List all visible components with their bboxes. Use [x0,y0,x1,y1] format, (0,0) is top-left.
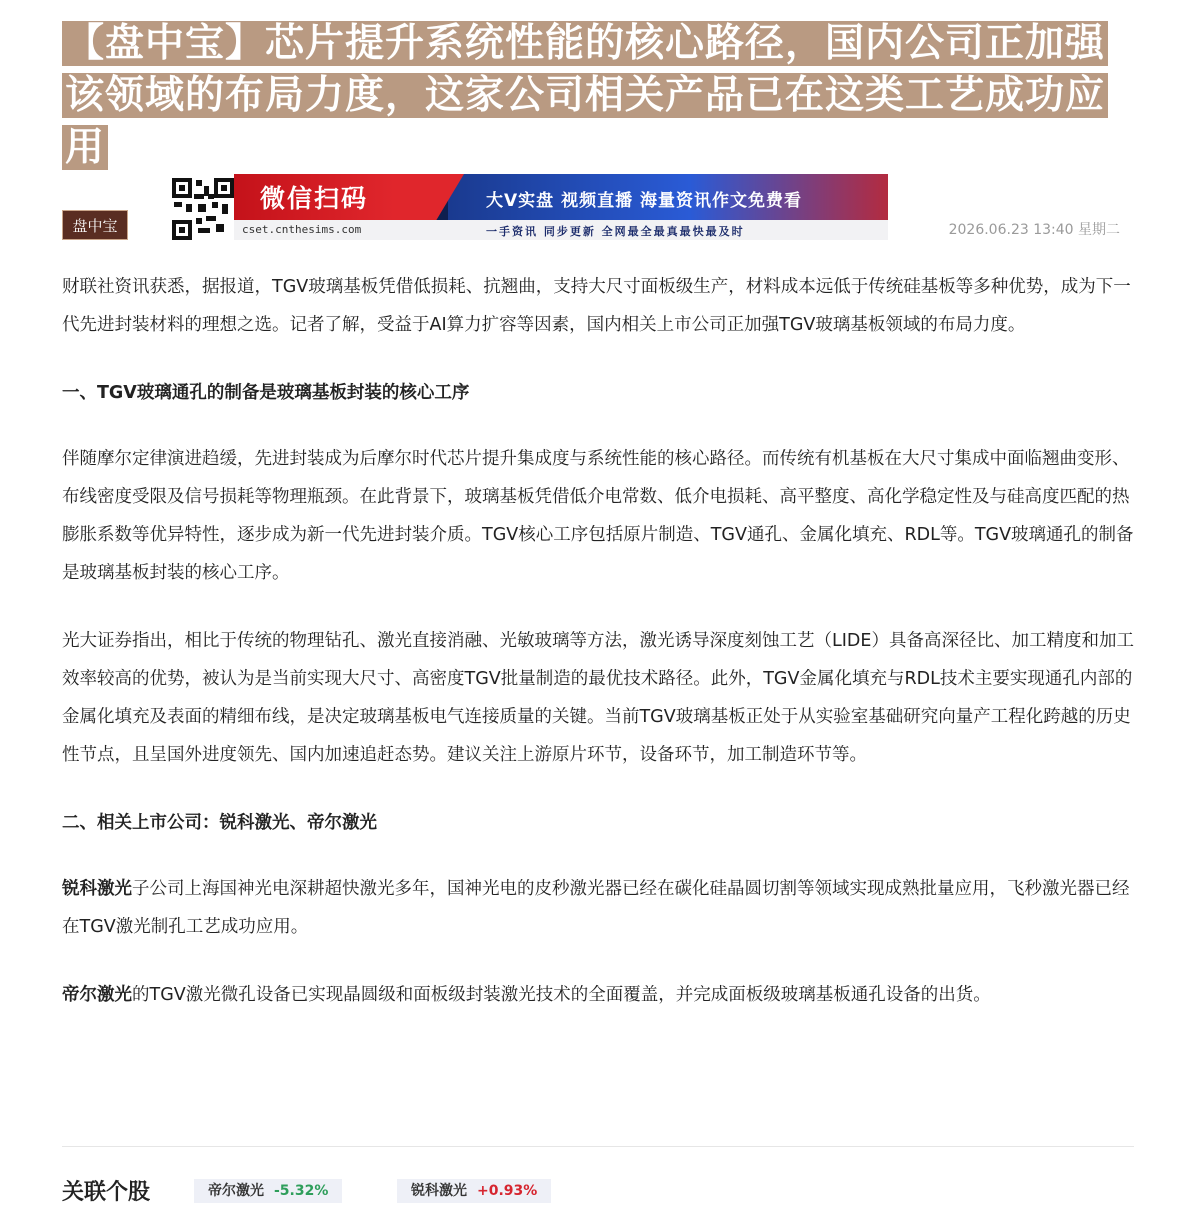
company-2-paragraph [62,976,1134,1014]
title-line-3: 用 [62,122,1134,174]
title-line-2: 该领域的布局力度，这家公司相关产品已在这类工艺成功应 [62,70,1134,122]
company-2-text: 的TGV激光微孔设备已实现晶圆级和面板级封装激光技术的全面覆盖，并完成面板级玻璃基板通孔设备的出货。 [132,985,991,1005]
stock-name: 锐科激光 [411,1183,467,1199]
banner-qr-label: 微信扫码 [260,184,369,213]
stock-tag-ruike[interactable] [397,1179,551,1203]
banner-url: cset.cnthesims.com [242,223,362,236]
source-badge[interactable]: 盘中宝 [62,210,128,240]
stock-change: -5.32% [274,1183,329,1199]
section-divider [62,1146,1134,1147]
title-line-1: 【盘中宝】芯片提升系统性能的核心路径，国内公司正加强 [62,18,1134,70]
section-1-paragraph-2: 光大证券指出，相比于传统的物理钻孔、激光直接消融、光敏玻璃等方法，激光诱导深度刻蚀工艺（LIDE）具备高深径比、加工精度和加工效率较高的优势，被认为是当前实现大尺寸、高密度TGV批量制造的最优技术路径。此外，TGV金属化填充与RDL技术主要实现通孔内部的金属化填充及表面的精细布线，是决定玻璃基板电气连接质量的关键。当前TGV玻璃基板正处于从实验室基础研究向量产工程化跨越的历史性节点，且呈国外进度领先、国内加速追赶态势。建议关注上游原片环节，设备环节，加工制造环节等。 [62,631,1134,765]
publish-datetime: 2026.06.23 13:40 星期二 [948,222,1120,238]
banner-slogan: 大V实盘 视频直播 海量资讯作文免费看 [486,191,802,211]
company-2-name: 帝尔激光 [62,985,132,1005]
stock-name: 帝尔激光 [208,1183,264,1199]
company-1-name: 锐科激光 [62,879,132,899]
stock-change: +0.93% [477,1183,538,1199]
banner-tagline: 一手资讯 同步更新 全网最全最真最快最及时 [486,225,745,238]
related-stocks-title: 关联个股 [62,1180,151,1205]
article-title [62,18,1134,174]
intro-paragraph: 财联社资讯获悉，据报道，TGV玻璃基板凭借低损耗、抗翘曲，支持大尺寸面板级生产，材料成本远低于传统硅基板等多种优势，成为下一代先进封装材料的理想之选。记者了解，受益于AI算力扩容等因素，国内相关上市公司正加强TGV玻璃基板领域的布局力度。 [62,277,1131,335]
section-1-heading: 一、TGV玻璃通孔的制备是玻璃基板封装的核心工序 [62,383,470,403]
promo-banner[interactable] [168,174,888,240]
section-1-paragraph-1: 伴随摩尔定律演进趋缓，先进封装成为后摩尔时代芯片提升集成度与系统性能的核心路径。而传统有机基板在大尺寸集成中面临翘曲变形、布线密度受限及信号损耗等物理瓶颈。在此背景下，玻璃基板凭借低介电常数、低介电损耗、高平整度、高化学稳定性及与硅高度匹配的热膨胀系数等优异特性，逐步成为新一代先进封装介质。TGV核心工序包括原片制造、TGV通孔、金属化填充、RDL等。TGV玻璃通孔的制备是玻璃基板封装的核心工序。 [62,449,1134,583]
stock-tag-dier[interactable] [194,1179,342,1203]
company-1-paragraph [62,870,1134,946]
article-body [62,268,1134,1044]
qr-code-icon [168,174,234,240]
section-2-heading: 二、相关上市公司：锐科激光、帝尔激光 [62,813,377,833]
company-1-text: 子公司上海国神光电深耕超快激光多年，国神光电的皮秒激光器已经在碳化硅晶圆切割等领域实现成熟批量应用，飞秒激光器已经在TGV激光制孔工艺成功应用。 [62,879,1130,937]
